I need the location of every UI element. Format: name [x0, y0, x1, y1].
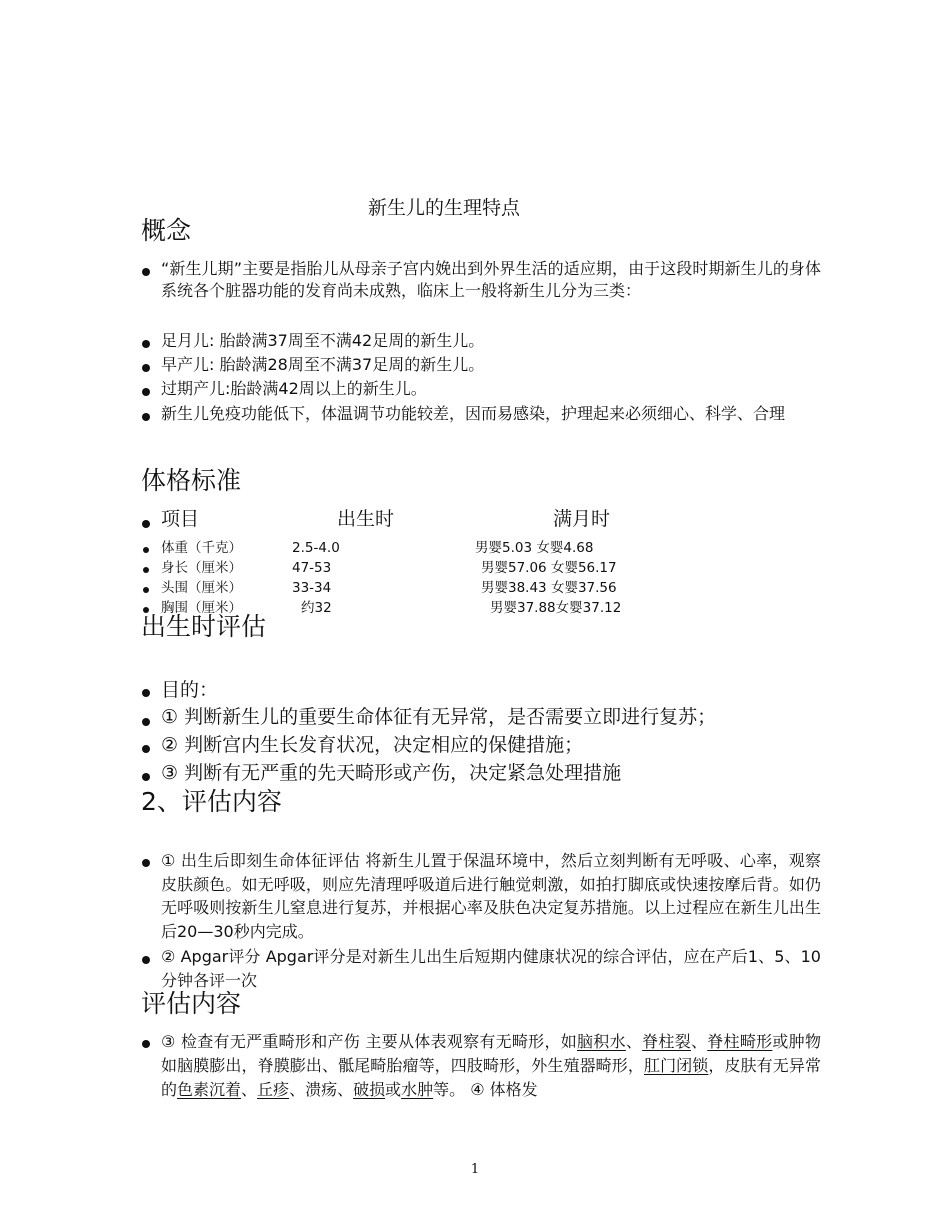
- bullet: [142, 956, 150, 964]
- assess-item-4: ③ 判断有无严重的先天畸形或产伤，决定紧急处理措施: [161, 762, 622, 784]
- term-underlined: 脑积水: [577, 1032, 626, 1051]
- bullet: [142, 364, 150, 372]
- content-item-1: ① 出生后即刻生命体征评估 将新生儿置于保温环境中，然后立刻判断有无呼吸、心率，观察皮肤颜色。如无呼吸，则应先清理呼吸道后进行触觉刺激，如拍打脚底或快速按摩后背。如仍无呼吸则按新生儿窒息进行复苏，并根据心率及肤色决定复苏措施。以上过程应在新生儿出生后20—30秒内完成。: [161, 851, 821, 941]
- text-segment: 或: [385, 1080, 402, 1099]
- bullet: [142, 689, 150, 697]
- row-head-month: 男婴38.43 女婴37.56: [481, 580, 617, 596]
- row-chest-item: 胸围（厘米）: [161, 600, 242, 616]
- bullet: [143, 587, 149, 593]
- text-segment: 、: [690, 1032, 708, 1051]
- assess-item-2: ① 判断新生儿的重要生命体征有无异常，是否需要立即进行复苏；: [161, 706, 717, 728]
- text-segment: ，皮肤有无异常的: [161, 1056, 821, 1099]
- bullet: [142, 745, 150, 753]
- text-segment: 或肿物如脑膜膨出，脊膜膨出、骶尾畸胎瘤等，四肢畸形，外生殖器畸形，: [161, 1032, 821, 1075]
- row-weight-item: 体重（千克）: [161, 540, 242, 556]
- term-underlined: 肛门闭锁: [643, 1056, 709, 1075]
- page-number: 1: [470, 1162, 480, 1177]
- term-underlined: 脊柱畸形: [707, 1032, 773, 1051]
- page-title: 新生儿的生理特点: [367, 197, 520, 219]
- bullet: [142, 718, 150, 726]
- bullet: [143, 567, 149, 573]
- bullet: [142, 520, 150, 528]
- content-item-2: ② Apgar评分 Apgar评分是对新生儿出生后短期内健康状况的综合评估，应在产后1、5、10分钟各评一次: [161, 947, 821, 990]
- row-length-item: 身长（厘米）: [161, 560, 242, 576]
- row-weight-birth: 2.5-4.0: [292, 540, 340, 556]
- bullet: [142, 859, 150, 867]
- table-header-month: 满月时: [553, 508, 611, 530]
- assess-item-1: 目的：: [161, 679, 219, 701]
- term-underlined: 破损: [353, 1080, 386, 1099]
- row-head-birth: 33-34: [292, 580, 332, 596]
- row-chest-birth: 约32: [301, 600, 332, 616]
- row-weight-month: 男婴5.03 女婴4.68: [475, 540, 594, 556]
- term-underlined: 脊柱裂: [642, 1032, 691, 1051]
- heading-physique: 体格标准: [141, 466, 242, 495]
- term-underlined: 水肿: [401, 1080, 434, 1099]
- content2-item-1: [161, 1030, 821, 1102]
- table-header-birth: 出生时: [337, 508, 395, 530]
- term-underlined: 色素沉着: [177, 1080, 242, 1099]
- heading-content-2: 评估内容: [141, 989, 242, 1018]
- text-segment: 等。 ④ 体格发: [433, 1080, 538, 1099]
- row-length-month: 男婴57.06 女婴56.17: [481, 560, 617, 576]
- bullet: [142, 1040, 150, 1048]
- row-length-birth: 47-53: [292, 560, 332, 576]
- bullet: [143, 547, 149, 553]
- bullet: [142, 388, 150, 396]
- bullet: [142, 268, 150, 276]
- term-underlined: 丘疹: [257, 1080, 290, 1099]
- row-head-item: 头围（厘米）: [161, 580, 242, 596]
- heading-content: 2、评估内容: [141, 787, 282, 816]
- assess-item-3: ② 判断宫内生长发育状况，决定相应的保健措施；: [161, 734, 584, 756]
- text-segment: 、: [625, 1032, 643, 1051]
- heading-assessment: 出生时评估: [141, 612, 267, 641]
- bullet: [142, 773, 150, 781]
- bullet: [142, 413, 150, 421]
- text-segment: ③ 检查有无严重畸形和产伤 主要从体表观察有无畸形，如: [161, 1032, 578, 1051]
- concept-item-3: 早产儿: 胎龄满28周至不满37足周的新生儿。: [161, 355, 485, 374]
- row-chest-month: 男婴37.88女婴37.12: [490, 600, 622, 616]
- text-segment: 、溃疡、: [289, 1080, 354, 1099]
- concept-item-1: “新生儿期”主要是指胎儿从母亲子宫内娩出到外界生活的适应期，由于这段时期新生儿的身体系统各个脏器功能的发育尚未成熟，临床上一般将新生儿分为三类：: [161, 259, 821, 300]
- table-header-item: 项目: [161, 508, 200, 530]
- concept-item-2: 足月儿: 胎龄满37周至不满42足周的新生儿。: [161, 331, 485, 350]
- heading-concept: 概念: [141, 216, 192, 245]
- concept-item-4: 过期产儿:胎龄满42周以上的新生儿。: [161, 379, 427, 398]
- concept-item-5: 新生儿免疫功能低下，体温调节功能较差，因而易感染，护理起来必须细心、科学、合理: [161, 404, 786, 423]
- bullet: [142, 340, 150, 348]
- text-segment: 、: [241, 1080, 258, 1099]
